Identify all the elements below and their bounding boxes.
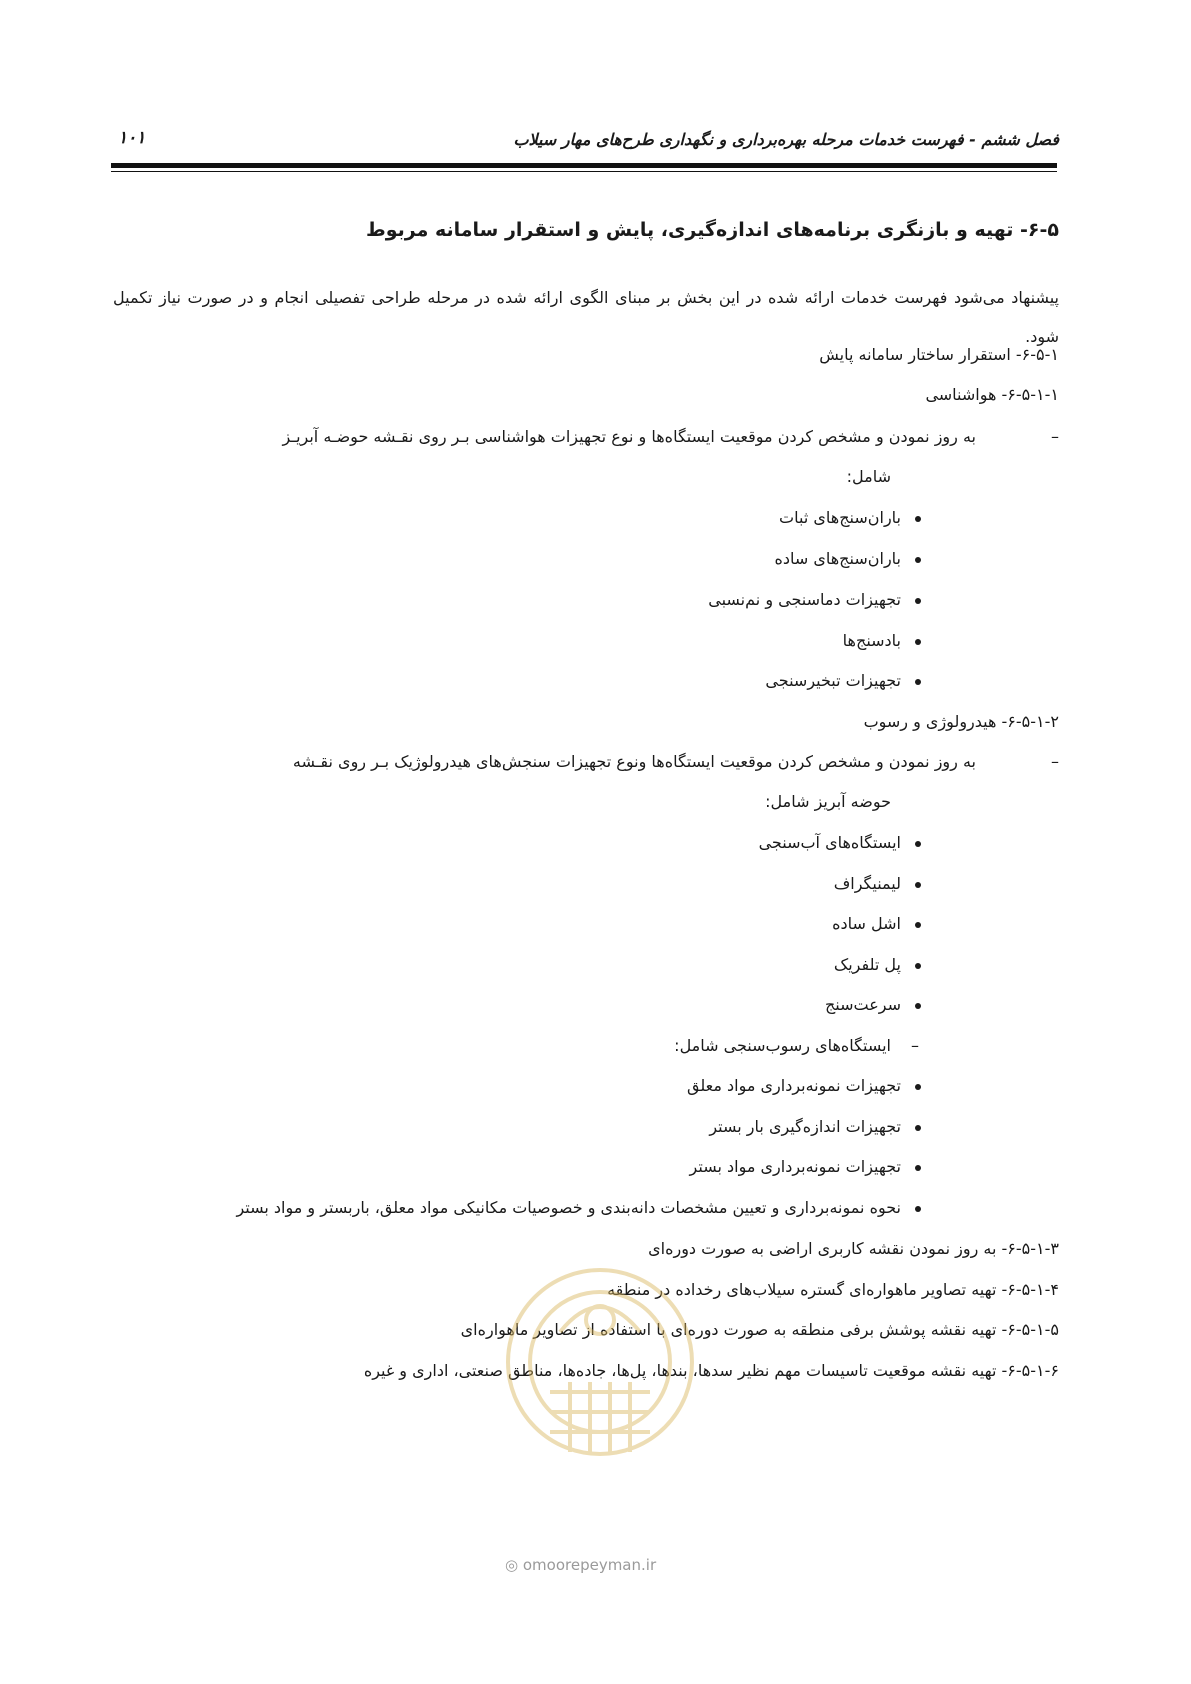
bullet-text: تجهیزات دماسنجی و نم‌نسبی <box>708 590 901 609</box>
subsection-6-5-1-4: ۶-۵-۱-۴- تهیه تصاویر ماهواره‌ای گستره سیلاب‌های رخداده در منطقه <box>607 1280 1059 1299</box>
bullet-item <box>834 955 921 974</box>
hydrology-dash-item: به روز نمودن و مشخص کردن موقعیت ایستگاه‌ها ونوع تجهیزات سنجش‌های هیدرولوژیک بـر روی نقـشه <box>292 752 976 771</box>
bullet-text: بادسنج‌ها <box>842 631 901 650</box>
header-rule-thick <box>111 163 1057 168</box>
bullet-dot <box>915 598 921 604</box>
bullet-dot <box>915 882 921 888</box>
section-heading: ۶-۵- تهیه و بازنگری برنامه‌های اندازه‌گیری، پایش و استقرار سامانه مربوط <box>366 219 1059 241</box>
subsection-6-5-1-1: ۶-۵-۱-۱- هواشناسی <box>925 385 1059 404</box>
hydrology-dash-continuation: حوضه آبریز شامل: <box>765 792 891 811</box>
bullet-dot <box>915 922 921 928</box>
bullet-dot <box>915 679 921 685</box>
bullet-dot <box>915 963 921 969</box>
bullet-item <box>687 1076 921 1095</box>
subsection-6-5-1: ۶-۵-۱- استقرار ساختار سامانه پایش <box>819 345 1059 364</box>
watermark-url-text: omoorepeyman.ir <box>522 1556 657 1574</box>
bullet-item <box>708 590 921 609</box>
subsection-6-5-1-5: ۶-۵-۱-۵- تهیه نقشه پوشش برفی منطقه به صورت دوره‌ای با استفاده از تصاویر ماهواره‌ای <box>460 1320 1059 1339</box>
bullet-text: لیمنیگراف <box>833 874 901 893</box>
bullet-item <box>779 508 921 527</box>
sediment-dash-item: ایستگاه‌های رسوب‌سنجی شامل: <box>674 1036 891 1055</box>
bullet-text: تجهیزات نمونه‌برداری مواد بستر <box>689 1157 901 1176</box>
meteorology-dash-continuation: شامل: <box>846 467 891 486</box>
watermark-url: ◎ omoorepeyman.ir <box>505 1556 657 1574</box>
dash-marker: – <box>1051 752 1059 771</box>
bullet-dot <box>915 639 921 645</box>
bullet-item <box>825 995 921 1014</box>
dash-marker: – <box>911 1036 919 1055</box>
subsection-6-5-1-2: ۶-۵-۱-۲- هیدرولوژی و رسوب <box>863 712 1059 731</box>
header-rule-thin <box>111 171 1057 172</box>
intro-paragraph: پیشنهاد می‌شود فهرست خدمات ارائه شده در این بخش بر مبنای الگوی ارائه شده در مرحله طراحی تفصیلی انجام و در صورت نیاز تکمیل شود. <box>113 288 1059 346</box>
bullet-text: تجهیزات تبخیرسنجی <box>765 671 901 690</box>
bullet-text: سرعت‌سنج <box>824 995 901 1014</box>
bullet-text: پل تلفریک <box>833 955 901 974</box>
bullet-dot <box>915 1206 921 1212</box>
bullet-dot <box>915 516 921 522</box>
bullet-dot <box>915 1125 921 1131</box>
bullet-item <box>774 549 921 568</box>
bullet-item <box>759 833 921 852</box>
chapter-header-title: فصل ششم - فهرست خدمات مرحله بهره‌برداری و نگهداری طرح‌های مهار سیلاب <box>513 130 1059 149</box>
meteorology-dash-item: به روز نمودن و مشخص کردن موقعیت ایستگاه‌ها و نوع تجهیزات هواشناسی بـر روی نقـشه حوضـه آبریـز <box>282 427 976 446</box>
bullet-dot <box>915 1084 921 1090</box>
watermark-logo <box>490 1242 710 1502</box>
bullet-text: نحوه نمونه‌برداری و تعیین مشخصات دانه‌بندی و خصوصیات مکانیکی مواد معلق، باربستر و مواد بستر <box>236 1198 901 1217</box>
bullet-item <box>690 1157 921 1176</box>
bullet-dot <box>915 841 921 847</box>
subsection-6-5-1-3: ۶-۵-۱-۳- به روز نمودن نقشه کاربری اراضی به صورت دوره‌ای <box>648 1239 1059 1258</box>
bullet-text: تجهیزات اندازه‌گیری بار بستر <box>709 1117 901 1136</box>
bullet-item <box>765 671 921 690</box>
bullet-text: باران‌سنج‌های ساده <box>774 549 901 568</box>
bullet-item <box>843 631 921 650</box>
bullet-item <box>709 1117 921 1136</box>
page-number: ۱۰۱ <box>118 128 146 148</box>
bullet-text: باران‌سنج‌های ثبات <box>779 508 901 527</box>
bullet-text: ایستگاه‌های آب‌سنجی <box>758 833 901 852</box>
bullet-item <box>834 874 921 893</box>
dash-marker: – <box>1051 427 1059 446</box>
bullet-dot <box>915 1003 921 1009</box>
bullet-dot <box>915 557 921 563</box>
bullet-item <box>832 914 921 933</box>
bullet-item <box>236 1198 921 1217</box>
bullet-text: تجهیزات نمونه‌برداری مواد معلق <box>686 1076 901 1095</box>
bullet-text: اشل ساده <box>832 914 901 933</box>
subsection-6-5-1-6: ۶-۵-۱-۶- تهیه نقشه موقعیت تاسیسات مهم نظیر سدها، بندها، پل‌ها، جاده‌ها، مناطق صنعتی، اداری و غیره <box>363 1361 1059 1380</box>
bullet-dot <box>915 1165 921 1171</box>
